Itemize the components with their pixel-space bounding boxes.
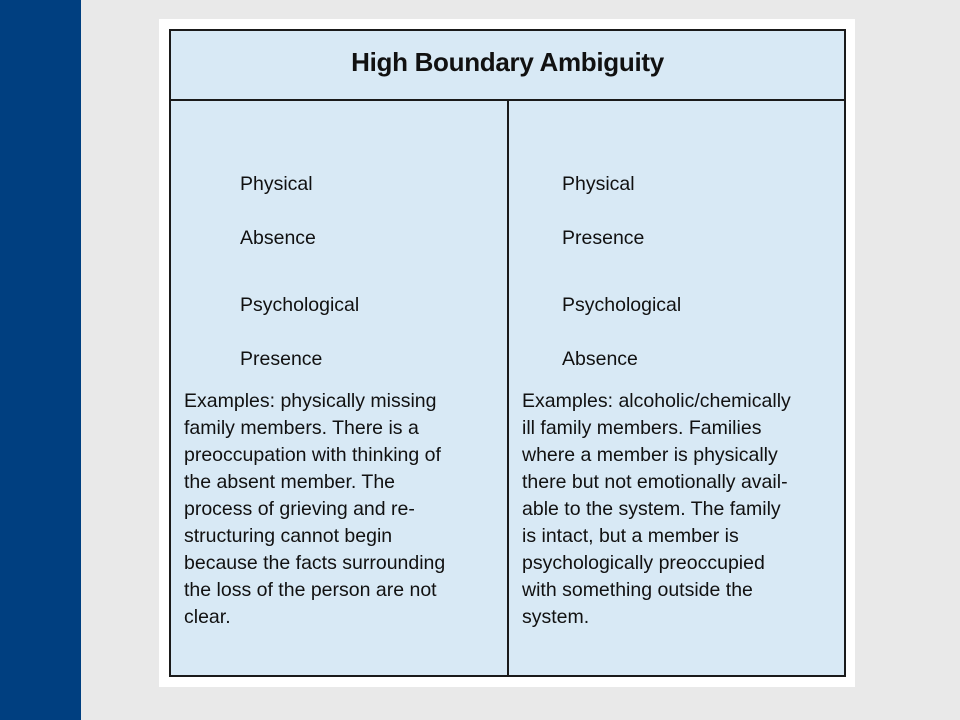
left-label-physical-absence [240,144,470,279]
right-example-line: with something outside the [522,579,753,601]
left-example-line: the loss of the person are not [184,579,437,601]
left-example-line: because the facts surrounding [184,552,446,574]
left-label-2-line-1: Psychological [240,294,360,316]
right-example-line: system. [522,606,590,628]
left-example-line: family members. There is a [184,417,419,439]
left-example-line: clear. [184,606,231,628]
right-example-line: Examples: alcoholic/chemically [522,390,791,412]
left-examples [184,388,504,631]
right-label-2-line-2: Absence [562,348,638,370]
right-label-2-line-1: Psychological [562,294,682,316]
column-divider [507,99,509,675]
right-example-line: is intact, but a member is [522,525,739,547]
right-example-line: psychologically preoccupied [522,552,765,574]
right-example-line: ill family members. Families [522,417,762,439]
left-example-line: Examples: physically missing [184,390,437,412]
boundary-ambiguity-table [169,29,846,677]
left-label-1-line-2: Absence [240,227,316,249]
right-label-1-line-2: Presence [562,227,645,249]
left-label-psychological-presence [240,265,470,400]
slide-accent-bar [0,0,81,720]
right-examples [522,388,842,631]
table-title: High Boundary Ambiguity [351,46,664,77]
table-header [171,31,844,101]
left-label-2-line-2: Presence [240,348,323,370]
left-example-line: preoccupation with thinking of [184,444,441,466]
right-label-psychological-absence [562,265,792,400]
right-example-line: there but not emotionally avail- [522,471,788,493]
right-example-line: able to the system. The family [522,498,781,520]
left-label-1-line-1: Physical [240,173,313,195]
right-label-1-line-1: Physical [562,173,635,195]
left-example-line: process of grieving and re- [184,498,415,520]
right-label-physical-presence [562,144,792,279]
left-example-line: the absent member. The [184,471,396,493]
left-example-line: structuring cannot begin [184,525,393,547]
right-example-line: where a member is physically [522,444,778,466]
